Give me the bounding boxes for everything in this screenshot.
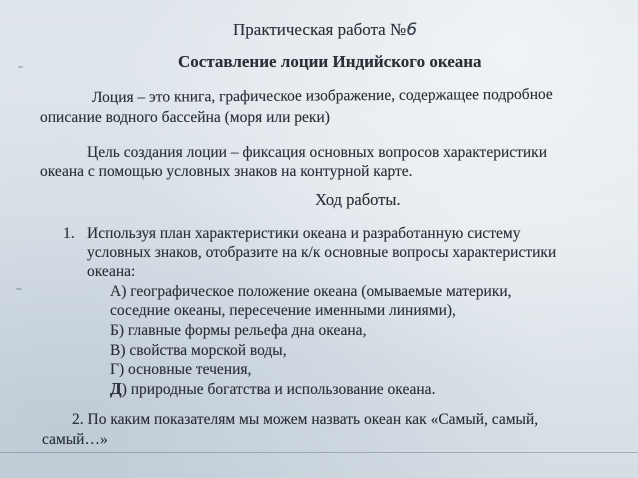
goal-line-2: океана с помощью условных знаков на контурной карте. xyxy=(40,163,413,180)
definition-line-1: Лоция – это книга, графическое изображение, содержащее подробное xyxy=(91,85,553,106)
pencil-mark xyxy=(16,288,22,290)
task-1-line-3: океана: xyxy=(87,263,136,280)
task-1-line-1: Используя план характеристики океана и разработанную систему xyxy=(87,225,521,242)
pencil-mark xyxy=(18,66,23,68)
item-d xyxy=(110,379,435,400)
item-a-line-2: соседние океаны, пересечение именными линиями), xyxy=(110,302,456,319)
goal-line-1: Цель создания лоции – фиксация основных вопросов характеристики xyxy=(87,144,548,161)
item-a-line-1: А) географическое положение океана (омываемые материки, xyxy=(110,283,512,300)
item-g: Г) основные течения, xyxy=(110,361,252,378)
procedure-heading: Ход работы. xyxy=(315,190,401,209)
task-2-line-2: самый…» xyxy=(42,431,108,448)
item-d-text: ) природные богатства и использование океана. xyxy=(121,381,436,398)
page-title xyxy=(233,20,417,40)
task-1-number: 1. xyxy=(63,225,75,242)
section-heading: Составление лоции Индийского океана xyxy=(178,52,482,71)
handwritten-work-number: 6 xyxy=(406,20,418,40)
item-d-letter: Д xyxy=(110,379,122,398)
item-b: Б) главные формы рельефа дна океана, xyxy=(110,322,367,339)
title-text: Практическая работа № xyxy=(233,20,407,39)
task-2-line-1: 2. По каким показателям мы можем назвать океан как «Самый, самый, xyxy=(72,411,539,428)
page-bottom-rule xyxy=(0,452,638,453)
definition-line-2: описание водного бассейна (моря или реки) xyxy=(40,109,330,126)
task-1-line-2: условных знаков, отобразите на к/к основные вопросы характеристики xyxy=(87,244,557,261)
item-v: В) свойства морской воды, xyxy=(110,342,287,359)
